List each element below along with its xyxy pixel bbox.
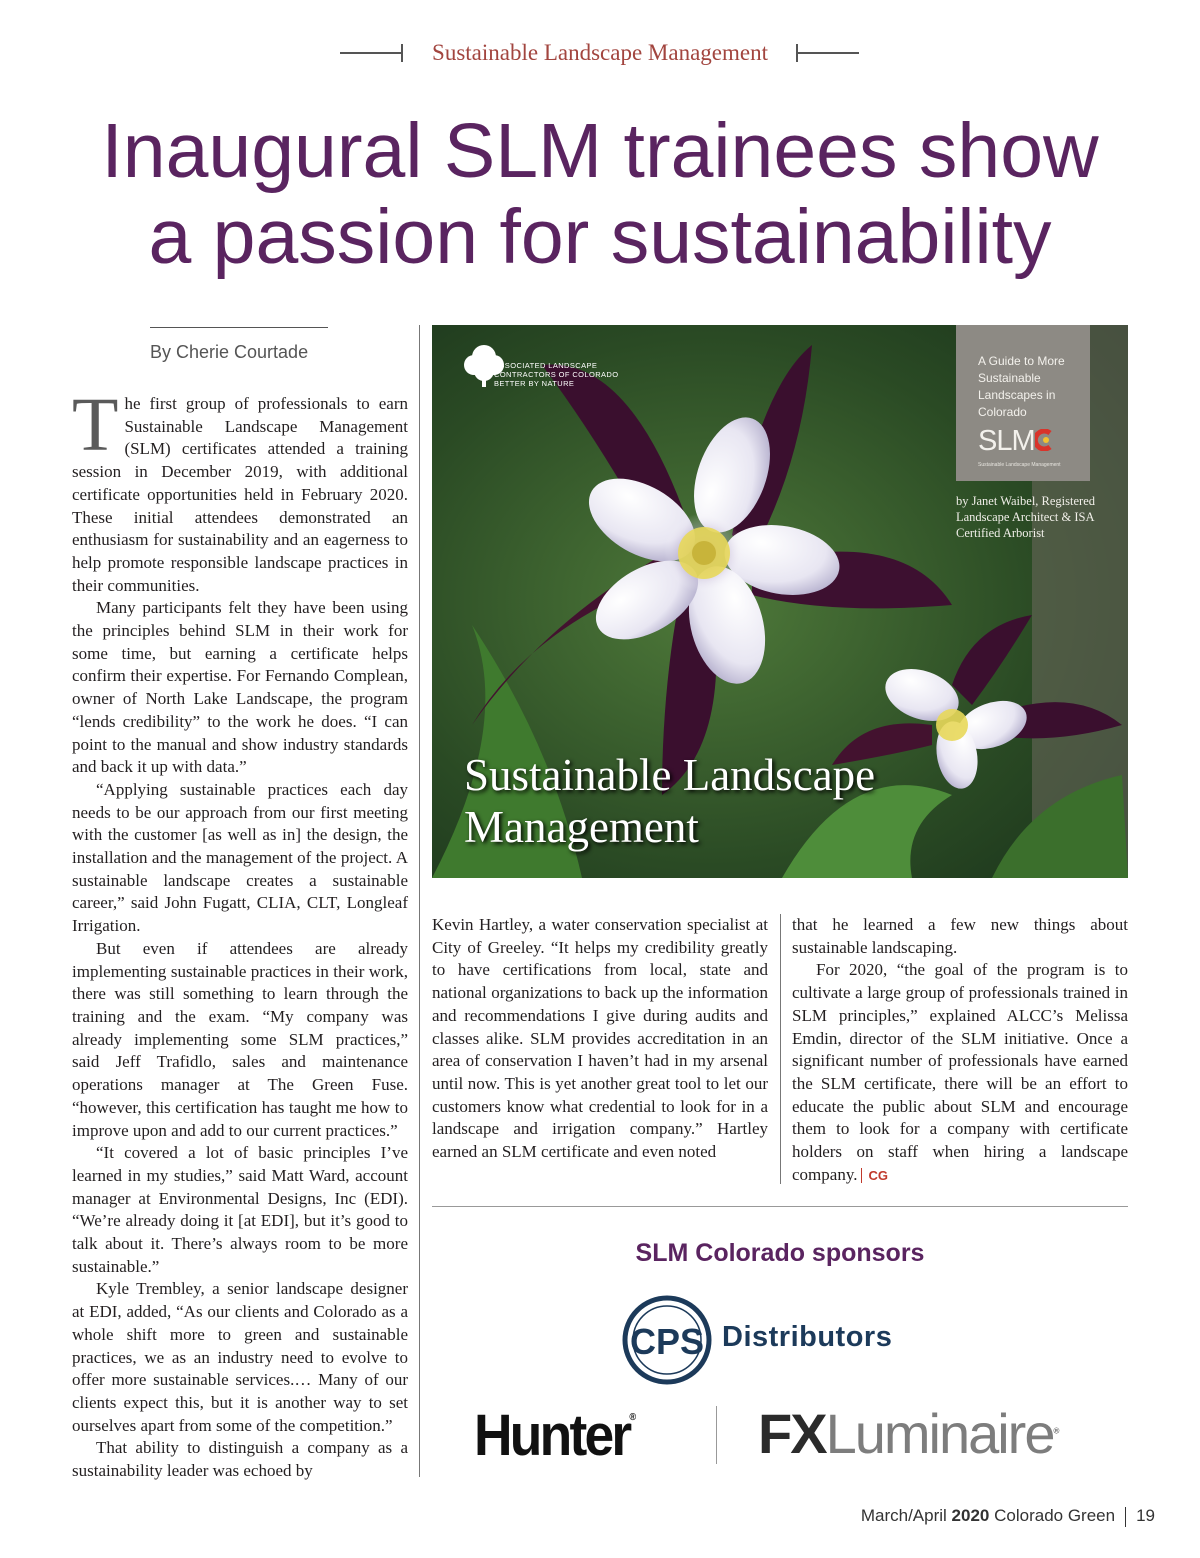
footer-magazine: Colorado Green (994, 1506, 1116, 1525)
slm-logo-sub: Sustainable Landscape Management (978, 462, 1061, 468)
hunter-logo: Hunter® (474, 1403, 637, 1468)
slm-guide-panel (956, 325, 1090, 481)
cps-distributors-name: Distributors (722, 1321, 893, 1353)
paragraph-7: That ability to distinguish a company as a sustainability leader was echoed by (72, 1438, 408, 1481)
guide-author: by Janet Waibel, Registered Landscape Architect & ISA Certified Arborist (956, 494, 1096, 540)
cover-title: Sustainable Landscape Management (464, 750, 876, 852)
drop-cap: T (72, 383, 119, 467)
paragraph-9: that he learned a few new things about sustainable landscaping. (792, 915, 1128, 957)
sponsors-rule (432, 1206, 1128, 1207)
column-1 (72, 383, 408, 1483)
paragraph-10: For 2020, “the goal of the program is to cultivate a large group of professionals trained in SLM principles,” explained ALCC’s Melissa Emdin, director of the SLM initiative. Once a significant number of professionals have earned the SLM certificate, there will be an effort to educate the public about SLM and encourage them to look for a company with certificate holders on staff when hiring a landscape company. CG (792, 960, 1128, 1184)
end-mark: CG (861, 1168, 888, 1183)
column-3 (792, 914, 1128, 1187)
column-divider-2 (780, 914, 781, 1184)
cps-badge-text: CPS (629, 1321, 705, 1362)
footer-issue: March/April (860, 1506, 947, 1525)
paragraph-2: Many participants felt they have been using the principles behind SLM in their work for some time, but earning a certificate helps confirm their expertise. For Fernando Complean, owner of North Lake Landscape, the program “lends credibility” to the work he does. “I can point to the manual and show industry standards and back it up with data.” (72, 598, 408, 777)
byline-rule (150, 327, 328, 328)
paragraph-8: Kevin Hartley, a water conservation specialist at City of Greeley. “It helps my credibility greatly to have certifications from local, state and national organizations to back up the information and recommendations I give during audits and classes alike. SLM provides accreditation in an area of conservation I haven’t had in my arsenal until now. This is yet another great tool to let our customers know what credential to look for in a landscape and irrigation company.” Hartley earned an SLM certificate and even noted (432, 915, 768, 1162)
column-2 (432, 914, 768, 1164)
section-label: Sustainable Landscape Management (432, 40, 768, 65)
headline-line-1: Inaugural SLM trainees show (101, 108, 1099, 194)
guide-subtitle: A Guide to More Sustainable Landscapes in Colorado (978, 354, 1065, 419)
guide-cover-image (432, 325, 1128, 878)
page-footer (861, 1506, 1155, 1527)
section-rule-right (797, 52, 859, 54)
colorado-c-icon (1035, 429, 1053, 451)
byline: By Cherie Courtade (150, 342, 309, 362)
slm-logo: SLM (978, 425, 1053, 458)
sponsors-title: SLM Colorado sponsors (635, 1239, 925, 1267)
paragraph-1: The first group of professionals to earn Sustainable Landscape Management (SLM) certificates attended a training session in December 2019, with additional certificate opportunities held in February 2020. These initial attendees demonstrated an enthusiasm for sustainability and an eagerness to help promote responsible landscape practices in their communities. (72, 383, 408, 595)
cps-logo-icon (622, 1295, 712, 1385)
fx-luminaire-logo: FXLuminaire® (758, 1402, 1060, 1465)
paragraph-4: But even if attendees are already implementing sustainable practices in their work, there was still something to learn through the training and the exam. “My company was already implementing some SLM practices,” said Jeff Trafidlo, sales and maintenance operations manager at The Green Fuse. “however, this certification has taught me how to improve upon and add to our current practices.” (72, 938, 408, 1140)
paragraph-3: “Applying sustainable practices each day needs to be our approach from our first meeting with the customer [as well as in] the design, the installation and the management of the project. A sustainable landscape creates a sustainable career,” said John Fugatt, CLIA, CLT, Longleaf Irrigation. (72, 779, 408, 936)
paragraph-6: Kyle Trembley, a senior landscape designer at EDI, added, “As our clients and Colorado as a whole shift more to green and sustainable practices, we as an industry need to evolve to offer more sustainable services.… Many of our clients expect this, but it is another way to set ourselves apart from some of the competition.” (72, 1279, 408, 1435)
paragraph-5: “It covered a lot of basic principles I’ve learned in my studies,” said Matt Ward, account manager at Environmental Designs, Inc (EDI). “We’re already doing it [at EDI], but it’s good to talk about it. There’s always room to be more sustainable.” (72, 1143, 408, 1276)
page-number: 19 (1136, 1506, 1155, 1525)
headline-line-2: a passion for sustainability (148, 194, 1052, 280)
footer-year: 2020 (951, 1506, 990, 1525)
alcc-wordmark: ASSOCIATED LANDSCAPE CONTRACTORS OF COLORADO BETTER BY NATURE (494, 361, 619, 388)
sponsor-divider (716, 1406, 717, 1464)
headline (40, 108, 1160, 280)
column-divider-1 (419, 325, 420, 1477)
